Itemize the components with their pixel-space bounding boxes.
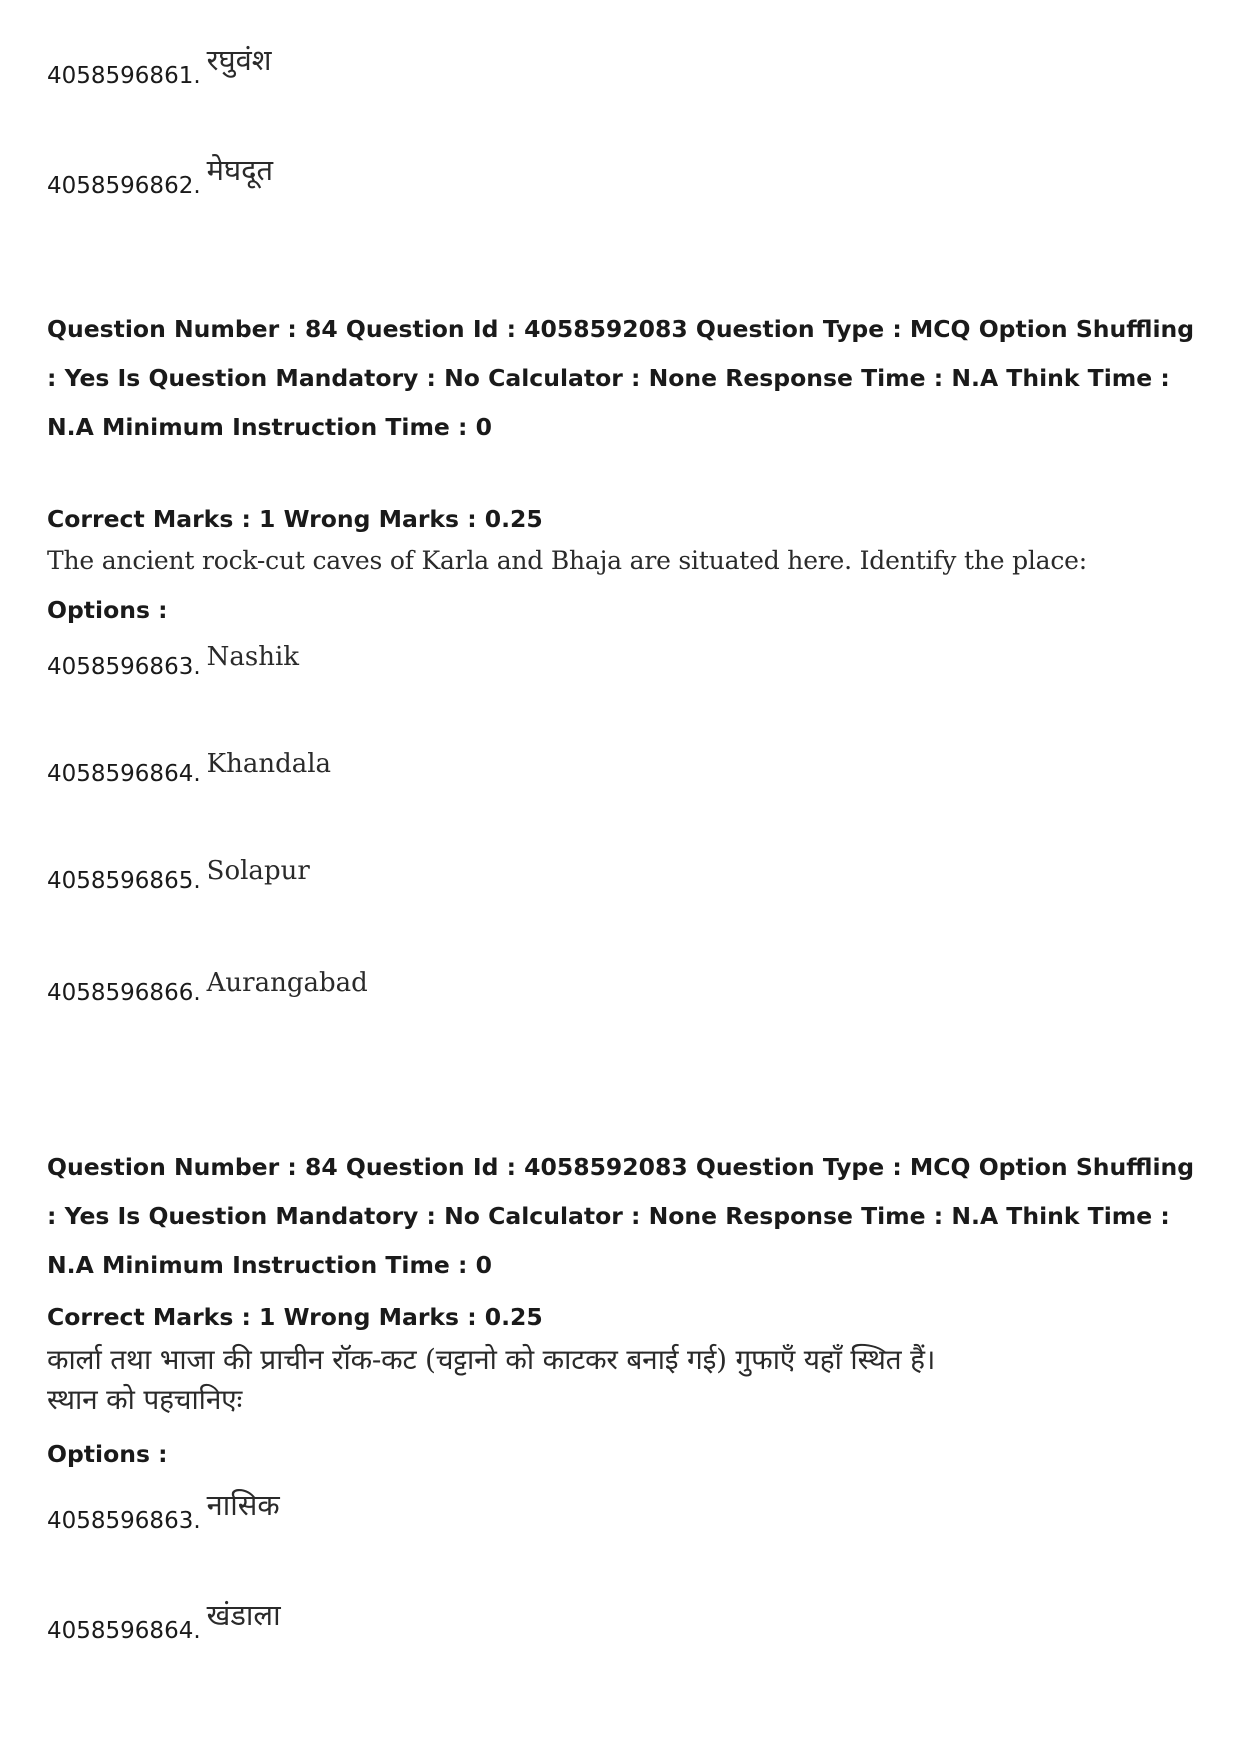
option-id: 4058596864. [47,1618,201,1644]
option-id: 4058596863. [47,1508,201,1534]
option-row [47,1598,281,1644]
question-meta: Question Number : 84 Question Id : 4058592083 Question Type : MCQ Option Shuffling : Yes Is Question Mandatory : No Calculator : None Response Time : N.A Think Time : N.A Minimum Instruction Time : 0 [47,1153,1195,1279]
option-row [47,856,310,894]
marks-line: Correct Marks : 1 Wrong Marks : 0.25 [47,1303,543,1331]
options-label: Options : [47,596,168,624]
option-id: 4058596865. [47,868,201,894]
question-meta: Question Number : 84 Question Id : 4058592083 Question Type : MCQ Option Shuffling : Yes Is Question Mandatory : No Calculator : None Response Time : N.A Think Time : N.A Minimum Instruction Time : 0 [47,315,1195,441]
option-text: मेघदूत [206,153,274,187]
option-id: 4058596863. [47,654,201,680]
option-text: Solapur [206,856,310,886]
option-row [47,642,300,680]
option-row [47,153,274,199]
option-text: खंडाला [206,1598,281,1632]
option-row [47,749,332,787]
options-label: Options : [47,1440,168,1468]
marks-line: Correct Marks : 1 Wrong Marks : 0.25 [47,505,543,533]
option-text: Aurangabad [206,968,368,998]
option-text: Nashik [206,642,300,672]
option-id: 4058596862. [47,173,201,199]
option-id: 4058596861. [47,63,201,89]
option-row [47,968,368,1006]
option-text: रघुवंश [206,43,272,77]
option-text: नासिक [206,1488,280,1522]
option-id: 4058596864. [47,761,201,787]
question-text: कार्ला तथा भाजा की प्राचीन रॉक-कट (चट्टानो को काटकर बनाई गई) गुफाएँ यहाँ स्थित हैं। स्थान को पहचानिएः [47,1343,936,1416]
option-text: Khandala [206,749,332,779]
option-id: 4058596866. [47,980,201,1006]
option-row [47,43,272,89]
question-text: The ancient rock-cut caves of Karla and Bhaja are situated here. Identify the place: [47,546,1087,575]
option-row [47,1488,280,1534]
